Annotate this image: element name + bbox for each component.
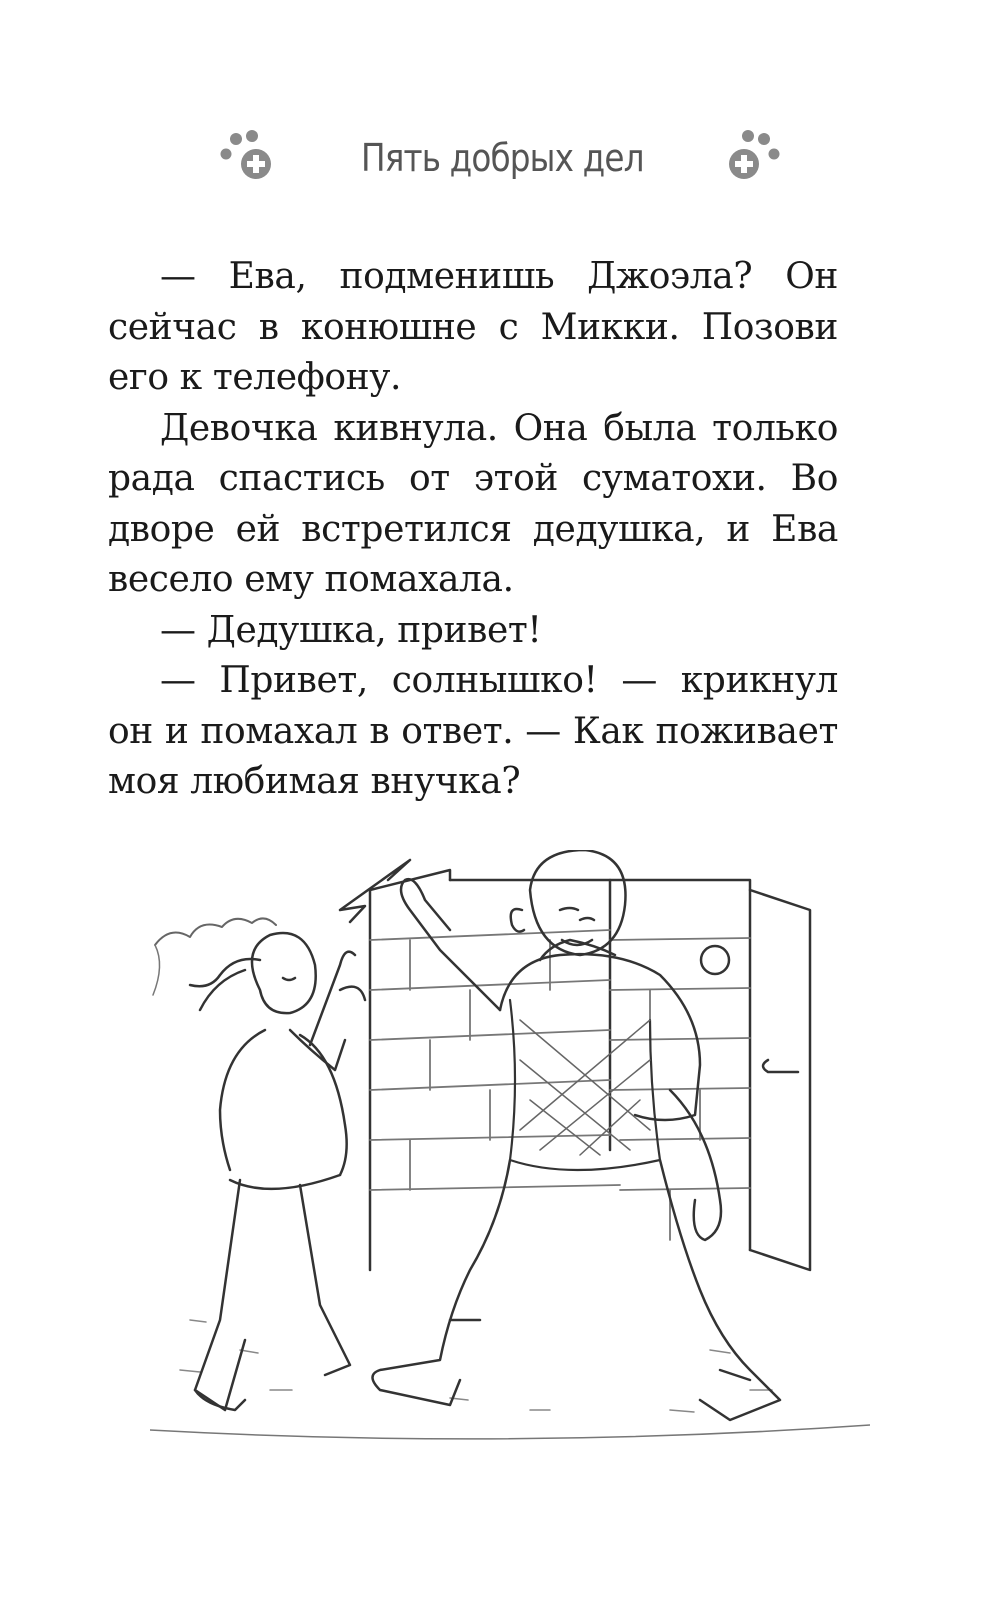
illustration-girl-and-grandfather xyxy=(150,850,870,1490)
paragraph: — Дедушка, привет! xyxy=(160,609,542,651)
weather-vane xyxy=(340,860,410,922)
paw-plus-icon xyxy=(218,126,282,190)
paragraph: Девочка кивнула. Она была только рада спастись от этой суматохи. Во дворе ей встретился дедушка, и Ева весело ему помахала. xyxy=(108,407,838,600)
paw-plus-icon xyxy=(718,126,782,190)
girl-figure xyxy=(190,933,365,1410)
chapter-title: Пять добрых дел xyxy=(360,136,644,180)
running-header xyxy=(0,118,1000,198)
cobblestones xyxy=(180,1320,772,1412)
ground-line xyxy=(150,1425,870,1439)
paragraph: — Ева, подменишь Джоэла? Он сейчас в конюшне с Микки. Позови его к телефону. xyxy=(108,256,838,398)
wall-clock-icon xyxy=(701,946,729,974)
bushes xyxy=(155,918,276,945)
paragraph: — Привет, солнышко! — крикнул он и помахал в ответ. — Как поживает моя любимая внучка? xyxy=(108,660,838,802)
body-text xyxy=(108,252,838,808)
